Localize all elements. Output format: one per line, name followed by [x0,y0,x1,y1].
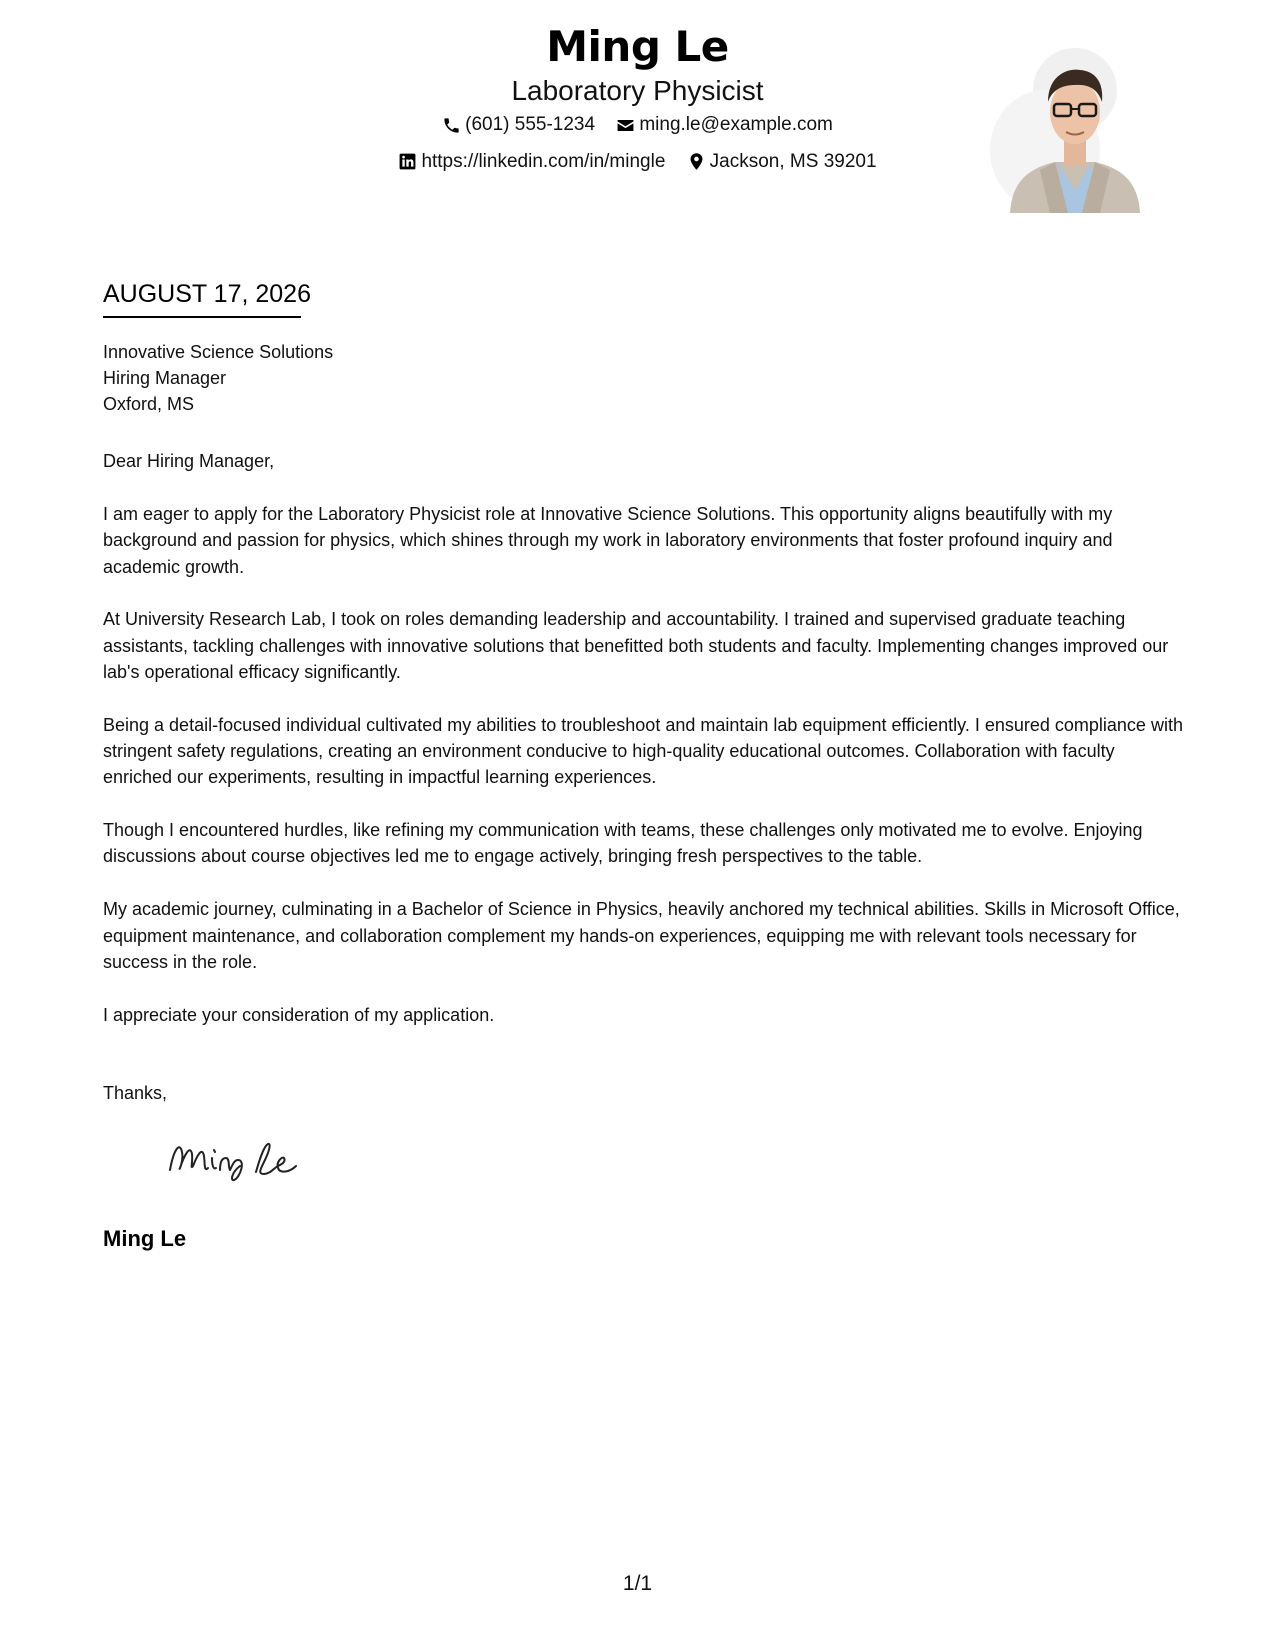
body-paragraph: At University Research Lab, I took on roles demanding leadership and accountability. I trained and supervised graduate teaching assistants, tackling challenges with innovative solutions that benefitted both students and faculty. Implementing changes improved our lab's operational efficacy significantly. [103,609,1169,682]
page-number: 1/1 [622,1572,653,1595]
closing: Thanks, [103,1083,168,1103]
applicant-name: Ming Le [546,22,729,71]
body-paragraph: Being a detail-focused individual cultivated my abilities to troubleshoot and maintain lab equipment efficiently. I ensured compliance with stringent safety regulations, creating an environment conducive to high-quality educational outcomes. Collaboration with faculty enriched our experiments, resulting in impactful learning experiences. [103,714,1183,788]
body-paragraph: I appreciate your consideration of my application. [103,1004,495,1025]
phone-icon [442,116,461,135]
map-pin-icon [687,152,706,171]
phone-number: (601) 555-1234 [465,114,596,135]
linkedin-icon [398,152,417,171]
envelope-icon [616,116,635,135]
location-text: Jackson, MS 39201 [709,150,877,172]
letter-body [103,501,1183,1054]
recipient-block [103,339,333,417]
body-paragraph: Though I encountered hurdles, like refining my communication with teams, these challenges only motivated me to evolve. Enjoying discussions about course objectives led me to engage actively, bringing fresh perspectives to the table. [103,820,1143,867]
recipient-company: Innovative Science Solutions [103,342,334,362]
signature-image [160,1128,310,1188]
location-contact [687,147,877,177]
job-title: Laboratory Physicist [511,75,764,106]
phone-contact [442,110,595,140]
email-contact[interactable] [616,110,833,140]
date-underline [103,316,301,318]
body-paragraph: I am eager to apply for the Laboratory Physicist role at Innovative Science Solutions. This opportunity aligns beautifully with my background and passion for physics, which shines through my work in laboratory environments that foster profound inquiry and academic growth. [103,504,1113,577]
date-block [103,278,311,318]
salutation: Dear Hiring Manager, [103,451,275,471]
linkedin-url[interactable]: https://linkedin.com/in/mingle [421,150,666,172]
body-paragraph: My academic journey, culminating in a Bachelor of Science in Physics, heavily anchored my technical abilities. Skills in Microsoft Office, equipment maintenance, and collaboration complement my hands-on experiences, equipping me with relevant tools necessary for success in the role. [103,899,1180,972]
recipient-location: Oxford, MS [103,394,195,414]
linkedin-contact[interactable] [398,147,665,177]
recipient-role: Hiring Manager [103,368,227,388]
signed-name: Ming Le [103,1226,187,1251]
profile-photo [990,40,1160,213]
email-address[interactable]: ming.le@example.com [639,114,833,135]
letter-date: AUGUST 17, 2026 [103,280,311,308]
